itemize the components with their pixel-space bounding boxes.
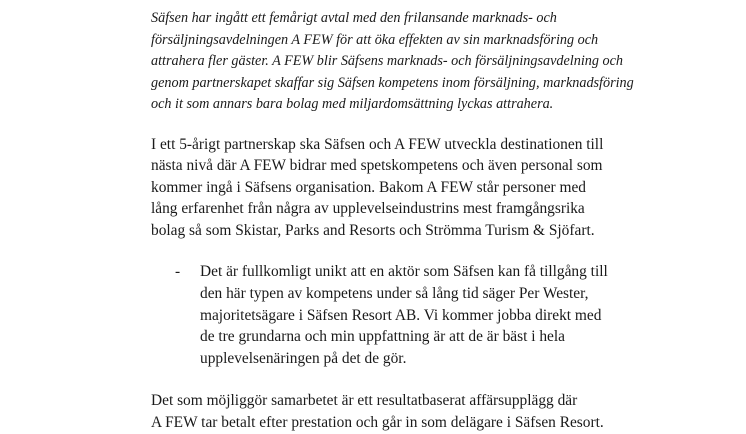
intro-line: attrahera fler gäster. A FEW blir Säfsens marknads- och försäljningsavdelning och [151, 53, 623, 69]
paragraph-line: bolag så som Skistar, Parks and Resorts och Strömma Turism & Sjöfart. [151, 221, 595, 239]
quote-line: majoritetsägare i Säfsen Resort AB. Vi kommer jobba direkt med [200, 306, 602, 324]
paragraph-line: I ett 5-årigt partnerskap ska Säfsen och A FEW utveckla destinationen till [151, 135, 604, 153]
quote-dash: - [175, 263, 181, 281]
paragraph-line: Det som möjliggör samarbetet är ett resultatbaserat affärsupplägg där [151, 392, 578, 410]
paragraph-line: A FEW tar betalt efter prestation och går in som delägare i Säfsen Resort. [151, 414, 604, 432]
quote-line: den här typen av kompetens under så lång tid säger Per Wester, [200, 285, 589, 303]
body-paragraph-1 [151, 134, 711, 242]
intro-line: Säfsen har ingått ett femårigt avtal med den frilansande marknads- och [151, 10, 557, 26]
paragraph-line: nästa nivå där A FEW bidrar med spetskompetens och även personal som [151, 157, 603, 175]
intro-line: och it som annars bara bolag med miljardomsättning lyckas attrahera. [151, 96, 554, 112]
quote-paragraph [151, 261, 711, 369]
quote-line: de tre grundarna och min uppfattning är att de är bäst i hela [200, 328, 565, 346]
quote-line: upplevelsenäringen på det de gör. [200, 349, 407, 367]
intro-line: försäljningsavdelningen A FEW för att öka effekten av sin marknadsföring och [151, 31, 599, 48]
paragraph-line: lång erfarenhet från några av upplevelseindustrins mest framgångsrika [151, 200, 585, 218]
body-paragraph-2 [151, 390, 711, 433]
intro-paragraph [151, 8, 711, 116]
intro-line: genom partnerskapet skaffar sig Säfsen kompetens inom försäljning, marknadsföring [151, 74, 634, 91]
paragraph-line: kommer ingå i Säfsens organisation. Bakom A FEW står personer med [151, 178, 587, 196]
quote-line: Det är fullkomligt unikt att en aktör som Säfsen kan få tillgång till [200, 263, 608, 281]
document-body [151, 8, 711, 434]
